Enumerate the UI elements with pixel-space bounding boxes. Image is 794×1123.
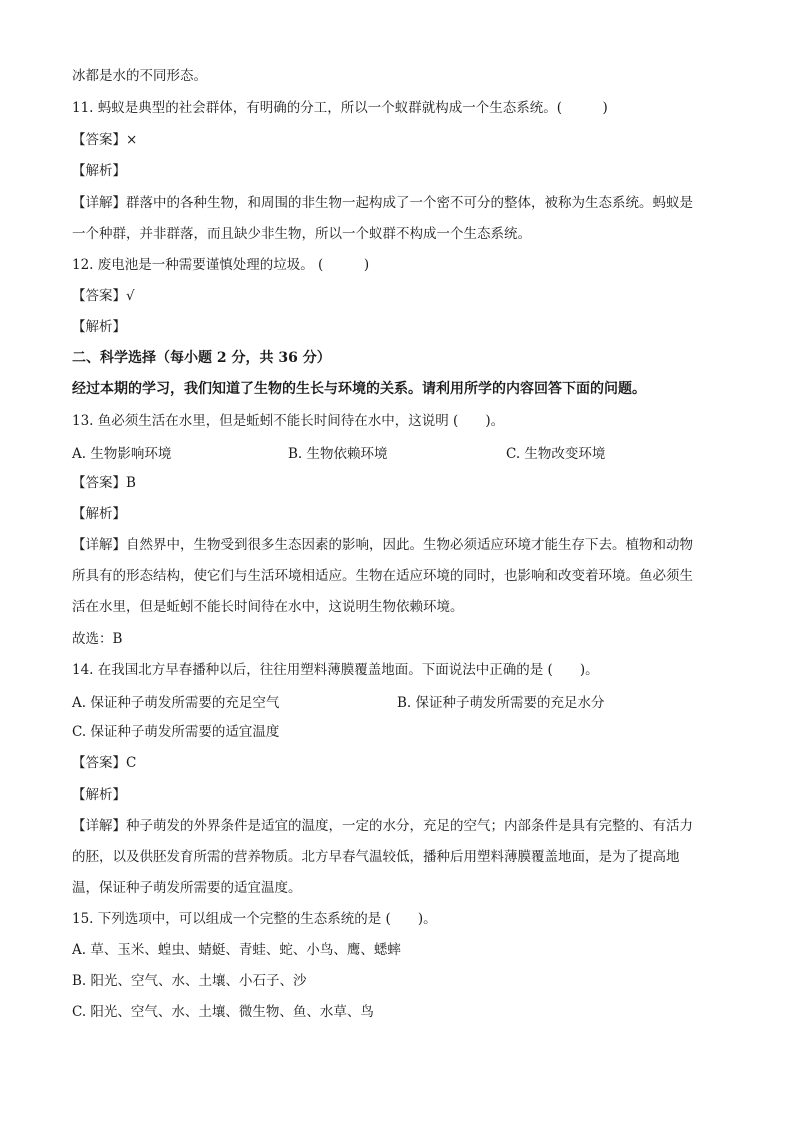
explanation-14-line2: 的胚，以及供胚发育所需的营养物质。北方早春气温较低，播种后用塑料薄膜覆盖地面，是为了提高地 <box>72 849 680 865</box>
option-14-c: C. 保证种子萌发所需要的适宜温度 <box>72 724 280 740</box>
question-12: 12. 废电池是一种需要谨慎处理的垃圾。 ( ) <box>72 257 370 273</box>
question-15: 15. 下列选项中，可以组成一个完整的生态系统的是 ( )。 <box>72 911 437 927</box>
explanation-13-line3: 活在水里，但是蚯蚓不能长时间待在水中，这说明生物依赖环境。 <box>72 599 464 615</box>
option-15-c: C. 阳光、空气、水、土壤、微生物、鱼、水草、鸟 <box>72 1004 374 1020</box>
explanation-11-line2: 一个种群，并非群落，而且缺少非生物，所以一个蚁群不构成一个生态系统。 <box>72 226 531 242</box>
explanation-14-line1: 【详解】种子萌发的外界条件是适宜的温度，一定的水分，充足的空气；内部条件是具有完整的、有活力 <box>72 818 693 834</box>
question-11: 11. 蚂蚁是典型的社会群体，有明确的分工，所以一个蚁群就构成一个生态系统。( ) <box>72 100 608 116</box>
choice-13: 故选：B <box>72 631 123 647</box>
explanation-11-line1: 【详解】群落中的各种生物，和周围的非生物一起构成了一个密不可分的整体，被称为生态系统。蚂蚁是 <box>72 195 693 211</box>
analysis-label-12: 【解析】 <box>72 319 126 335</box>
analysis-label-14: 【解析】 <box>72 787 126 803</box>
answer-11: 【答案】× <box>72 132 138 148</box>
option-15-a: A. 草、玉米、蝗虫、蜻蜓、青蛙、蛇、小鸟、鹰、蟋蟀 <box>72 942 401 958</box>
option-13-b: B. 生物依赖环境 <box>288 446 388 462</box>
option-14-a: A. 保证种子萌发所需要的充足空气 <box>72 695 280 711</box>
answer-13: 【答案】B <box>72 475 136 491</box>
question-13: 13. 鱼必须生活在水里，但是蚯蚓不能长时间待在水中，这说明 ( )。 <box>72 413 505 429</box>
option-15-b: B. 阳光、空气、水、土壤、小石子、沙 <box>72 973 307 989</box>
section-heading: 二、科学选择（每小题 2 分，共 36 分） <box>72 350 331 366</box>
option-13-a: A. 生物影响环境 <box>72 446 172 462</box>
answer-14: 【答案】C <box>72 755 137 771</box>
explanation-13-line2: 所具有的形态结构，使它们与生活环境相适应。生物在适应环境的同时，也影响和改变着环境。鱼必须生 <box>72 568 693 584</box>
analysis-label-13: 【解析】 <box>72 506 126 522</box>
section-intro: 经过本期的学习，我们知道了生物的生长与环境的关系。请利用所学的内容回答下面的问题。 <box>72 381 646 397</box>
explanation-14-line3: 温，保证种子萌发所需要的适宜温度。 <box>72 880 302 896</box>
text-line: 冰都是水的不同形态。 <box>72 68 207 84</box>
explanation-13-line1: 【详解】自然界中，生物受到很多生态因素的影响，因此。生物必须适应环境才能生存下去。植物和动物 <box>72 537 693 553</box>
question-14: 14. 在我国北方早春播种以后，往往用塑料薄膜覆盖地面。下面说法中正确的是 ( )。 <box>72 662 599 678</box>
option-13-c: C. 生物改变环境 <box>506 446 606 462</box>
option-14-b: B. 保证种子萌发所需要的充足水分 <box>397 695 605 711</box>
analysis-label-11: 【解析】 <box>72 163 126 179</box>
answer-12: 【答案】√ <box>72 288 135 304</box>
